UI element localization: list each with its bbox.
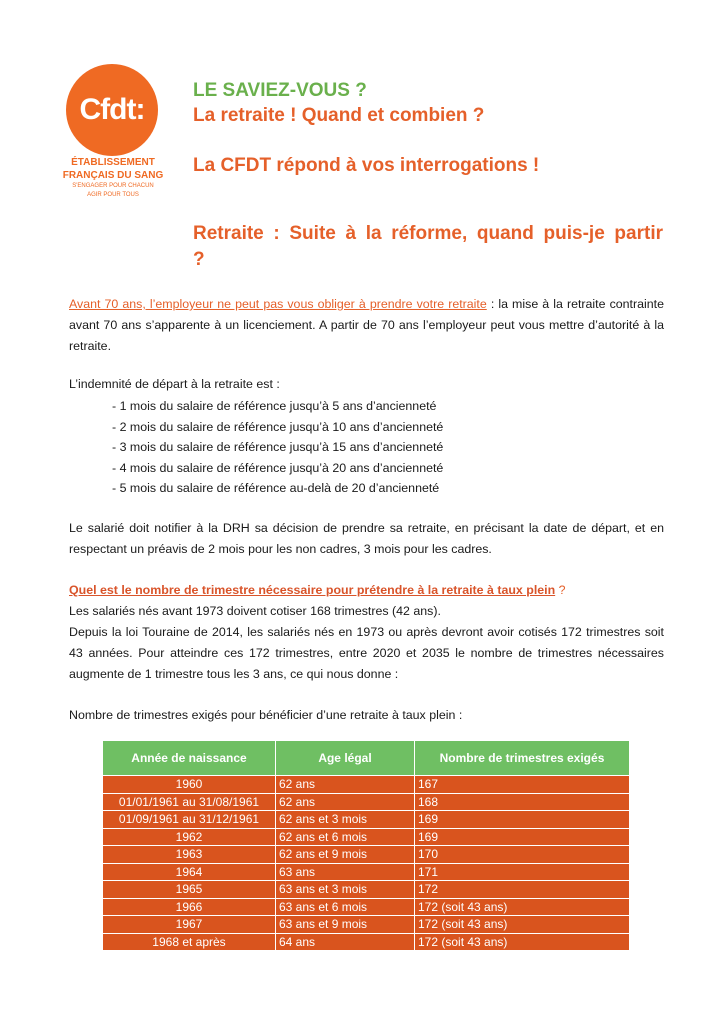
cell-annee: 1966 bbox=[103, 898, 276, 916]
list-item: - 3 mois du salaire de référence jusqu’à 15 ans d’ancienneté bbox=[112, 440, 444, 454]
cell-trimestres: 172 (soit 43 ans) bbox=[415, 916, 630, 934]
employer-obligation-text: : la mise à la retraite contrainte avant 70 ans s’apparente à un licenciement. A partir de 70 ans l’employeur peut vous mettre d’autorité à la retraite. bbox=[69, 297, 664, 353]
question-mark: ? bbox=[555, 583, 566, 597]
list-item: - 4 mois du salaire de référence jusqu’à 20 ans d’ancienneté bbox=[112, 460, 444, 475]
header-age: Age légal bbox=[276, 741, 415, 776]
tagline-1: S'ENGAGER POUR CHACUN bbox=[72, 183, 154, 189]
title-retraite: La retraite ! Quand et combien ? bbox=[193, 105, 485, 126]
table-row bbox=[103, 828, 630, 846]
cell-trimestres: 172 bbox=[415, 881, 630, 899]
cell-trimestres: 169 bbox=[415, 811, 630, 829]
cell-annee: 1960 bbox=[103, 776, 276, 794]
table-header-row bbox=[103, 741, 630, 776]
trimestres-table bbox=[102, 740, 630, 951]
cell-trimestres: 171 bbox=[415, 863, 630, 881]
table-row bbox=[103, 793, 630, 811]
cell-age: 63 ans et 3 mois bbox=[276, 881, 415, 899]
cell-age: 62 ans bbox=[276, 776, 415, 794]
cell-annee: 01/09/1961 au 31/12/1961 bbox=[103, 811, 276, 829]
cell-annee: 1965 bbox=[103, 881, 276, 899]
organization-name bbox=[62, 156, 164, 200]
kicker-heading: LE SAVIEZ-VOUS ? bbox=[193, 80, 367, 101]
cell-age: 63 ans et 9 mois bbox=[276, 916, 415, 934]
table-row bbox=[103, 881, 630, 899]
list-item: - 2 mois du salaire de référence jusqu’à 10 ans d’ancienneté bbox=[112, 419, 444, 434]
cell-age: 63 ans bbox=[276, 863, 415, 881]
title-reforme: Retraite : Suite à la réforme, quand puis-je partir ? bbox=[193, 223, 663, 270]
list-item: - 1 mois du salaire de référence jusqu’à 5 ans d’ancienneté bbox=[112, 399, 437, 413]
cell-trimestres: 167 bbox=[415, 776, 630, 794]
section-employer-obligation bbox=[69, 294, 664, 357]
table-row bbox=[103, 776, 630, 794]
cfdt-logo bbox=[66, 64, 158, 156]
logo-text: Cfdt: bbox=[79, 93, 145, 126]
cell-age: 62 ans et 6 mois bbox=[276, 828, 415, 846]
table-row bbox=[103, 898, 630, 916]
trimestres-question: Quel est le nombre de trimestre nécessaire pour prétendre à la retraite à taux plein bbox=[69, 583, 556, 597]
notification-paragraph: Le salarié doit notifier à la DRH sa décision de prendre sa retraite, en précisant la date de départ, et en respectant un préavis de 2 mois pour les non cadres, 3 mois pour les cadres. bbox=[69, 521, 664, 556]
cell-annee: 1968 et après bbox=[103, 933, 276, 951]
org-line-1: ÉTABLISSEMENT bbox=[71, 157, 155, 168]
cell-trimestres: 170 bbox=[415, 846, 630, 864]
section-trimestres bbox=[69, 580, 664, 685]
indemnite-intro: L’indemnité de départ à la retraite est : bbox=[69, 377, 280, 391]
cell-age: 62 ans et 9 mois bbox=[276, 846, 415, 864]
cell-trimestres: 169 bbox=[415, 828, 630, 846]
cell-annee: 1967 bbox=[103, 916, 276, 934]
cell-age: 62 ans et 3 mois bbox=[276, 811, 415, 829]
cell-age: 62 ans bbox=[276, 793, 415, 811]
table-row bbox=[103, 863, 630, 881]
header-annee: Année de naissance bbox=[103, 741, 276, 776]
cell-annee: 01/01/1961 au 31/08/1961 bbox=[103, 793, 276, 811]
org-line-2: FRANÇAIS DU SANG bbox=[62, 170, 164, 181]
cell-trimestres: 168 bbox=[415, 793, 630, 811]
cell-trimestres: 172 (soit 43 ans) bbox=[415, 933, 630, 951]
trimestres-line-1: Les salariés nés avant 1973 doivent cotiser 168 trimestres (42 ans). bbox=[69, 604, 441, 618]
cell-trimestres: 172 (soit 43 ans) bbox=[415, 898, 630, 916]
cell-annee: 1964 bbox=[103, 863, 276, 881]
table-row bbox=[103, 916, 630, 934]
list-item: - 5 mois du salaire de référence au-delà de 20 d’ancienneté bbox=[112, 481, 440, 495]
tagline-2: AGIR POUR TOUS bbox=[87, 192, 139, 198]
title-cfdt-repond: La CFDT répond à vos interrogations ! bbox=[193, 155, 540, 176]
cell-age: 64 ans bbox=[276, 933, 415, 951]
cell-annee: 1963 bbox=[103, 846, 276, 864]
table-row bbox=[103, 933, 630, 951]
header-trimestres: Nombre de trimestres exigés bbox=[415, 741, 630, 776]
cell-annee: 1962 bbox=[103, 828, 276, 846]
cell-age: 63 ans et 6 mois bbox=[276, 898, 415, 916]
table-row bbox=[103, 846, 630, 864]
employer-obligation-lead: Avant 70 ans, l’employeur ne peut pas vous obliger à prendre votre retraite bbox=[69, 297, 487, 311]
table-intro: Nombre de trimestres exigés pour bénéficier d’une retraite à taux plein : bbox=[69, 708, 463, 722]
table-row bbox=[103, 811, 630, 829]
trimestres-line-2: Depuis la loi Touraine de 2014, les salariés nés en 1973 ou après devront avoir cotisés 172 trimestres soit 43 années. Pour atteindre ces 172 trimestres, entre 2020 et 2035 le nombre de trimestres nécessaires augmente de 1 trimestre tous les 3 ans, ce qui nous donne : bbox=[69, 625, 664, 681]
indemnite-list bbox=[112, 396, 443, 499]
